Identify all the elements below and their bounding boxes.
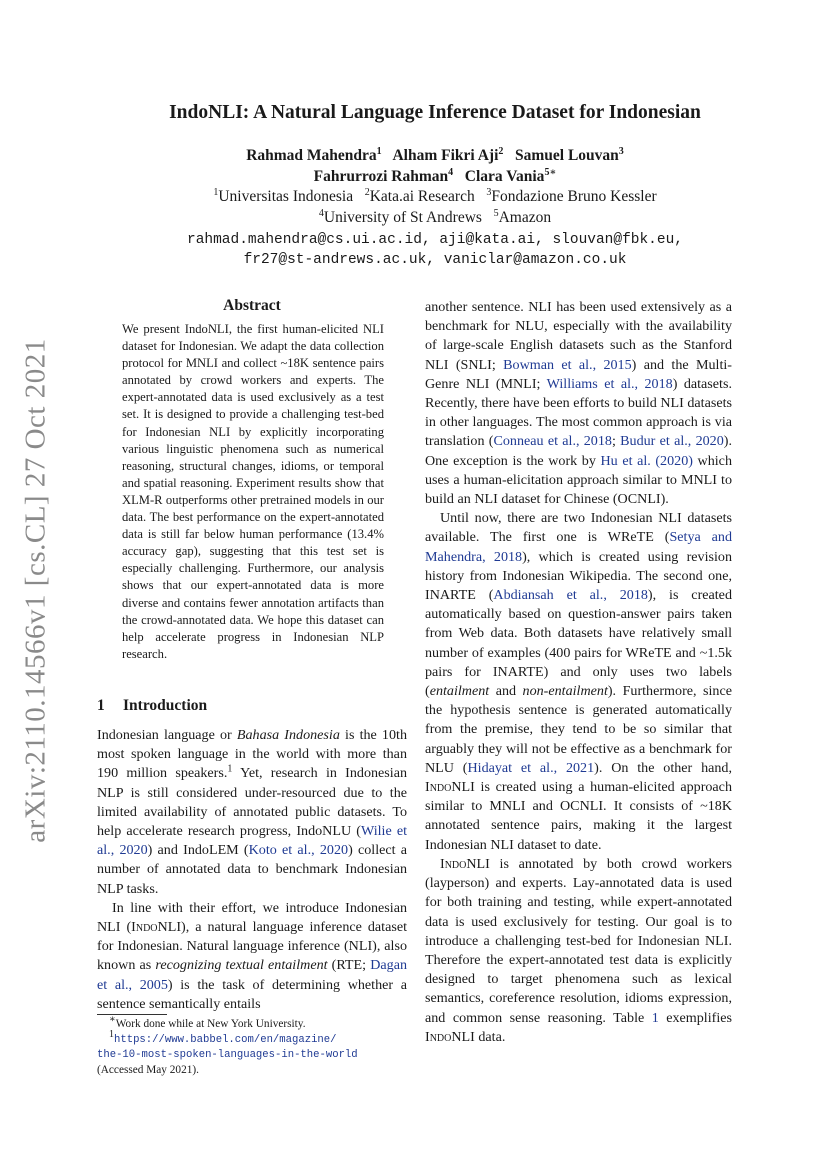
footnote: $^1$https://www.babbel.com/en/magazine/ the-10-most-spoken-languages-in-the-world (Accessed May 2021). [97, 1028, 358, 1076]
author-name: Fahrurrozi Rahman [313, 168, 449, 185]
section-heading-introduction [97, 697, 207, 715]
citation-link[interactable]: Hu et al. (2020) [600, 452, 693, 469]
citation-link[interactable]: Wilie et al., 2020 [97, 823, 407, 859]
footnote: ∗Work done while at New York University. [109, 1014, 306, 1030]
footnote-url-link[interactable]: https://www.babbel.com/en/magazine/ [114, 1033, 337, 1046]
arxiv-sidebar-stamp [8, 320, 64, 860]
footnotes [97, 1014, 417, 1077]
citation-link[interactable]: Bowman et al., 2015 [503, 356, 632, 373]
author-name: Alham Fikri Aji [392, 147, 499, 164]
paragraph: In line with their effort, we introduce Indonesian NLI (IndoNLI), a natural language inference dataset for Indonesian. Natural language inference (NLI), also known as recognizing textual entailment (RTE; Dagan et al., 2005) is the task of determining whether a sentence semantically entails [97, 899, 408, 1012]
table-reference-link[interactable]: 1 [651, 1009, 659, 1026]
footnote-marker[interactable]: 1 [227, 763, 233, 775]
intro-left-column [97, 726, 407, 1014]
email-line: rahmad.mahendra@cs.ui.ac.id, aji@kata.ai, slouvan@fbk.eu, [187, 232, 683, 248]
paragraph: Indonesian language or Bahasa Indonesia is the 10th most spoken language in the world with more than 190 million speakers.$^1$ Yet, research in Indonesian NLP is still considered under-resourced due to the limited availability of annotated public datasets. To help accelerate research progress, IndoNLU (Wilie et al., 2020) and IndoLEM (Koto et al., 2020) collect a number of annotated data to benchmark Indonesian NLP tasks. [97, 727, 408, 897]
section-number: 1 [97, 697, 105, 714]
citation-link[interactable]: Setya and Mahendra, 2018 [425, 529, 732, 565]
abstract-heading: Abstract [223, 297, 281, 314]
affiliation: Universitas Indonesia [218, 188, 354, 205]
citation-link[interactable]: Conneau et al., 2018 [493, 433, 612, 450]
citation-link[interactable]: Williams et al., 2018 [546, 375, 673, 392]
author-name: Rahmad Mahendra [246, 147, 377, 164]
citation-link[interactable]: Dagan et al., 2005 [97, 957, 408, 993]
email-list [90, 230, 780, 270]
affiliation: Amazon [498, 209, 552, 226]
affiliation-list: $^1$Universitas Indonesia $^2$Kata.ai Research $^3$Fondazione Bruno Kessler $^4$University of St Andrews $^5$Amazon [213, 186, 657, 226]
footnote-url-link[interactable]: the-10-most-spoken-languages-in-the-world [97, 1049, 358, 1061]
citation-link[interactable]: Koto et al., 2020 [248, 842, 349, 859]
citation-link[interactable]: Budur et al., 2020 [620, 433, 724, 450]
author-list: Rahmad Mahendra$^1$ Alham Fikri Aji$^2$ Samuel Louvan$^3$ Fahrurrozi Rahman$^4$ Clara Vania$^{5∗}$ [246, 145, 624, 185]
paper-title: IndoNLI: A Natural Language Inference Dataset for Indonesian [169, 102, 701, 123]
author-name: Samuel Louvan [515, 147, 619, 164]
affiliation: Fondazione Bruno Kessler [491, 188, 657, 205]
citation-link[interactable]: Hidayat et al., 2021 [467, 759, 595, 776]
author-name: Clara Vania [464, 168, 545, 185]
affiliation: University of St Andrews [323, 209, 482, 226]
paragraph: Until now, there are two Indonesian NLI datasets available. The first one is WReTE (Setya and Mahendra, 2018), which is created using revision history from Indonesian Wikipedia. The second one, INARTE (Abdiansah et al., 2018), is created automatically based on question-answer pairs taken from Web data. Both datasets have relatively small number of examples (400 pairs for WReTE and ~1.5k pairs for INARTE) and only uses two labels (entailment and non-entailment). Furthermore, since the hypothesis sentence is generated automatically from the premise, they tend to be so similar that arguably they will not be effective as a benchmark for NLU (Hidayat et al., 2021). On the other hand, IndoNLI is created using a human-elicited approach similar to MNLI and OCNLI. It consists of ~18K annotated sentence pairs, making it the largest Indonesian NLI dataset to date. [425, 510, 732, 853]
footnote-divider [97, 1014, 167, 1015]
arxiv-identifier: arXiv:2110.14566v1 [cs.CL] 27 Oct 2021 [19, 337, 52, 843]
paragraph: another sentence. NLI has been used extensively as a benchmark for NLU, especially with the availability of large-scale English datasets such as the Stanford NLI (SNLI; Bowman et al., 2015) and the Multi-Genre NLI (MNLI; Williams et al., 2018) datasets. Recently, there have been efforts to build NLI datasets in other languages. The most common approach is via translation (Conneau et al., 2018; Budur et al., 2020). One exception is the work by Hu et al. (2020) which uses a human-elicitation approach similar to MNLI to build an NLI dataset for Chinese (OCNLI). [425, 299, 732, 508]
paragraph: IndoNLI is annotated by both crowd workers (layperson) and experts. Lay-annotated data is used for both training and testing, while expert-annotated data is used exclusively for testing. Our goal is to introduce a challenging test-bed for Indonesian NLI. Therefore the expert-annotated test data is explicitly designed to target phenomena such as lexical semantics, coreference resolution, idioms expression, and common sense reasoning. Table 1 exemplifies IndoNLI data. [425, 855, 732, 1045]
section-title: Introduction [123, 697, 208, 714]
citation-link[interactable]: Abdiansah et al., 2018 [493, 587, 648, 604]
affiliation: Kata.ai Research [369, 188, 475, 205]
abstract-body: We present IndoNLI, the first human-elicited NLI dataset for Indonesian. We adapt the data collection protocol for MNLI and collect ~18K sentence pairs annotated by crowd workers and experts. The expert-annotated data is used exclusively as a test set. It is designed to provide a challenging test-bed for Indonesian NLI by explicitly incorporating various linguistic phenomena such as numerical reasoning, structural changes, idioms, or temporal and spatial reasoning. Experiment results show that XLM-R outperforms other pretrained models in our data. The best performance on the expert-annotated data is still far below human performance (13.4% accuracy gap), suggesting that this test set is especially challenging. Furthermore, our analysis shows that our expert-annotated data is more diverse and contains fewer annotation artifacts than the crowd-annotated data. We hope this dataset can help accelerate progress in Indonesian NLP research. [122, 322, 384, 661]
right-column [425, 298, 732, 1047]
email-line: fr27@st-andrews.ac.uk, vaniclar@amazon.co.uk [243, 252, 627, 268]
